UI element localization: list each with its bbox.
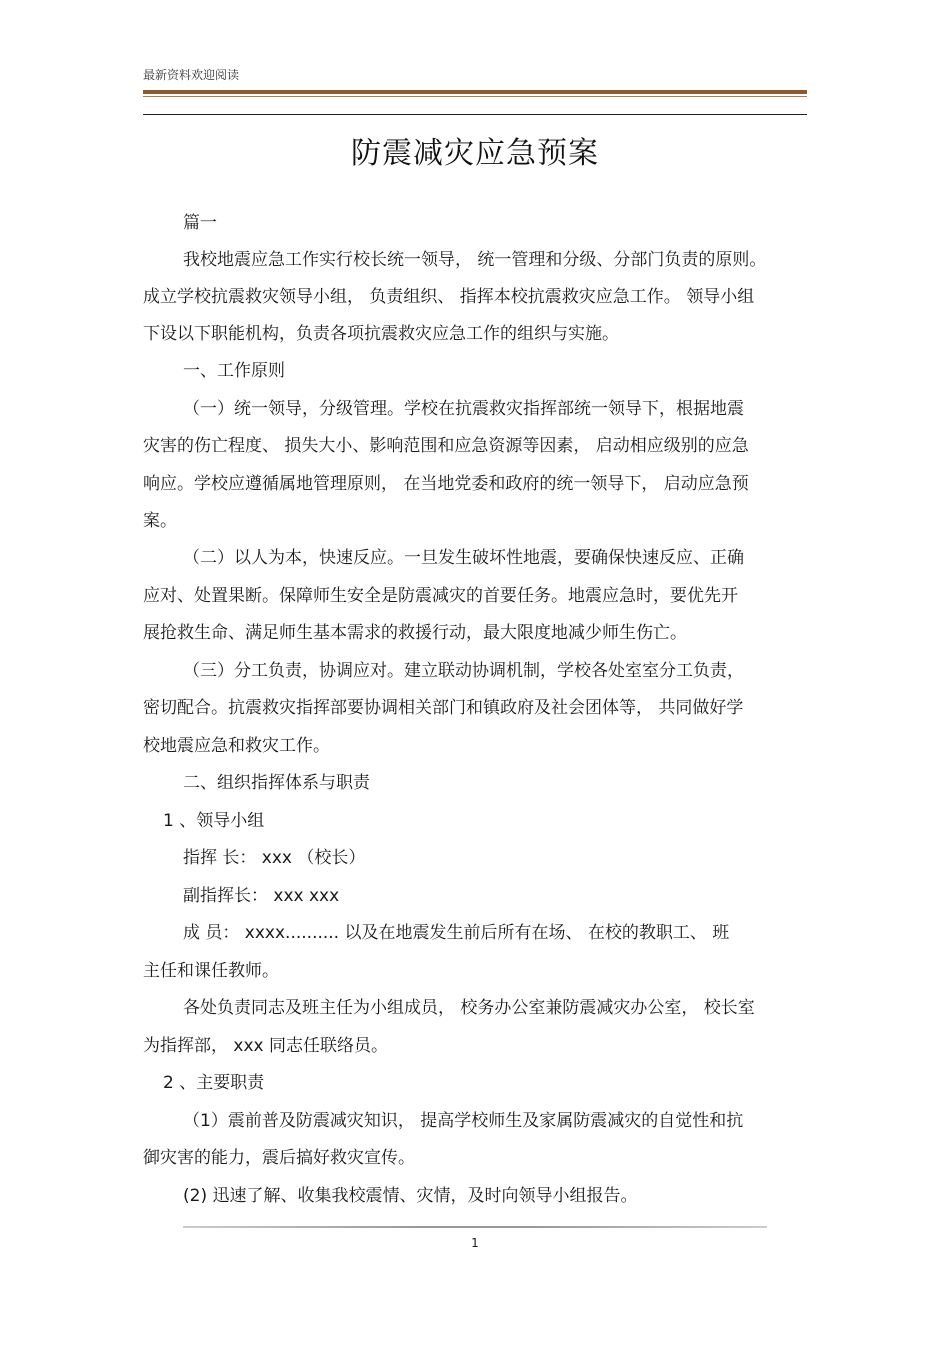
body-line: 副指挥长： xxx xxx xyxy=(183,886,340,906)
body-line: 成立学校抗震救灾领导小组， 负责组织、 指挥本校抗震救灾应急工作。 领导小组 xyxy=(143,287,755,307)
heading-line: 一、工作原则 xyxy=(183,361,285,381)
body-line: 各处负责同志及班主任为小组成员， 校务办公室兼防震减灾办公室， 校长室 xyxy=(183,998,755,1018)
header-rule-thin xyxy=(143,96,807,97)
header-rule-thick xyxy=(143,90,807,94)
running-header: 最新资料欢迎阅读 xyxy=(143,68,240,82)
heading-line: 二、组织指挥体系与职责 xyxy=(183,773,370,793)
body-line: 案。 xyxy=(143,511,177,531)
subheading-line: 1 、领导小组 xyxy=(163,811,265,831)
section-label: 篇一 xyxy=(183,213,217,233)
body-line: 应对、处置果断。保障师生安全是防震减灾的首要任务。地震应急时，要优先开 xyxy=(143,586,738,606)
body-line: （二）以人为本，快速反应。一旦发生破坏性地震，要确保快速反应、正确 xyxy=(183,548,744,568)
body-line: 我校地震应急工作实行校长统一领导， 统一管理和分级、分部门负责的原则。 xyxy=(183,250,767,270)
body-line: (2) 迅速了解、收集我校震情、灾情，及时向领导小组报告。 xyxy=(183,1186,638,1206)
subheading-line: 2 、主要职责 xyxy=(163,1073,265,1093)
body-line: （一）统一领导，分级管理。学校在抗震救灾指挥部统一领导下，根据地震 xyxy=(183,399,744,419)
page-number: 1 xyxy=(471,1236,479,1250)
body-line: 响应。学校应遵循属地管理原则， 在当地党委和政府的统一领导下， 启动应急预 xyxy=(143,474,749,494)
body-line: 展抢救生命、满足师生基本需求的救援行动，最大限度地减少师生伤亡。 xyxy=(143,623,687,643)
body-line: 密切配合。抗震救灾指挥部要协调相关部门和镇政府及社会团体等， 共同做好学 xyxy=(143,698,744,718)
body-line: 指挥 长： xxx （校长） xyxy=(183,848,366,868)
body-line: （三）分工负责，协调应对。建立联动协调机制，学校各处室室分工负责， xyxy=(183,661,744,681)
body-line: 为指挥部， xxx 同志任联络员。 xyxy=(143,1036,388,1056)
footer-rule xyxy=(183,1226,767,1228)
body-line: 灾害的伤亡程度、 损失大小、影响范围和应急资源等因素， 启动相应级别的应急 xyxy=(143,436,749,456)
header-rule-black xyxy=(143,114,807,115)
body-line: 御灾害的能力，震后搞好救灾宣传。 xyxy=(143,1148,415,1168)
body-line: 主任和课任教师。 xyxy=(143,961,279,981)
body-line: （1）震前普及防震减灾知识， 提高学校师生及家属防震减灾的自觉性和抗 xyxy=(183,1111,744,1131)
body-line: 成 员： xxxx.......... 以及在地震发生前后所有在场、 在校的教职工、 班 xyxy=(183,923,730,943)
body-line: 校地震应急和救灾工作。 xyxy=(143,736,330,756)
document-title: 防震减灾应急预案 xyxy=(351,136,599,171)
body-line: 下设以下职能机构，负责各项抗震救灾应急工作的组织与实施。 xyxy=(143,324,619,344)
